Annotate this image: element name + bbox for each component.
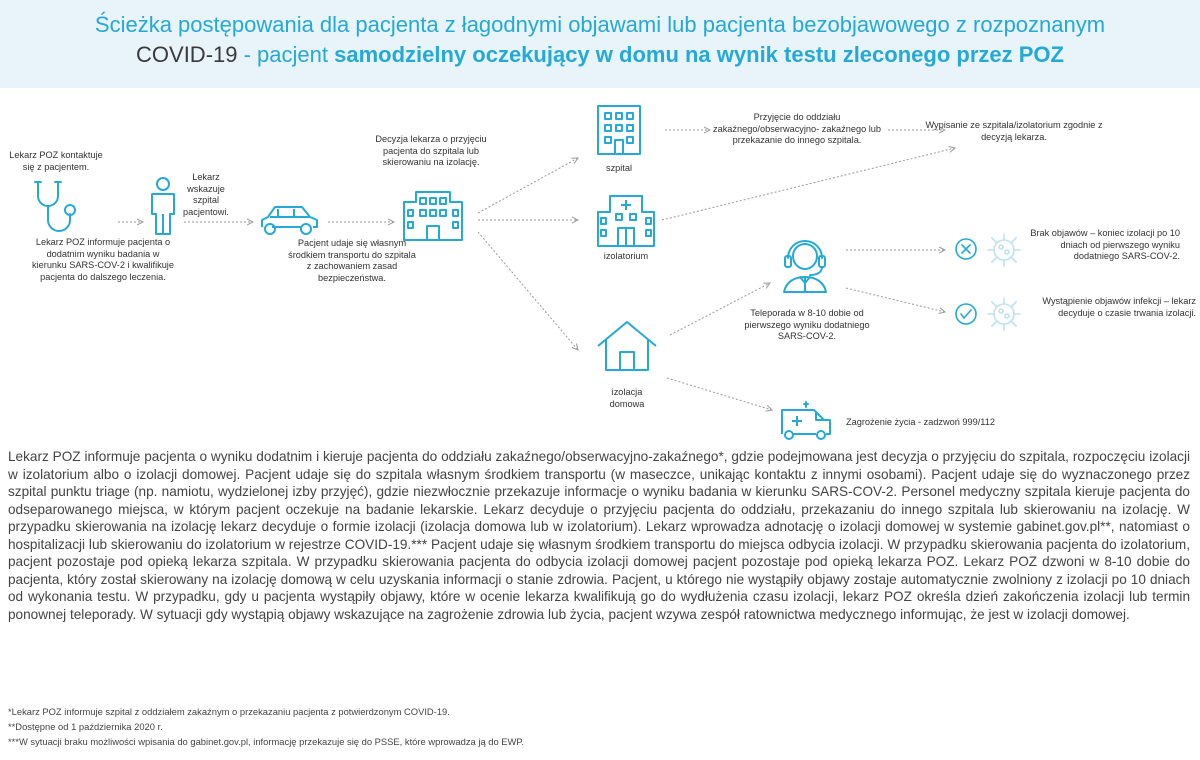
cross-circle-icon: [954, 237, 978, 261]
label-hospital: szpital: [605, 163, 633, 173]
arrow-home-ambulance: [667, 378, 772, 410]
footnote-1: *Lekarz POZ informuje szpital z oddziałem zakaźnym o przekazaniu pacjenta z potwierdzonym COVID-19.: [8, 706, 450, 717]
page-title-line1: Ścieżka postępowania dla pacjenta z łagodnymi objawami lub pacjenta bezobjawowego z rozpoznanym: [94, 12, 1106, 37]
isolatorium-icon: [596, 194, 656, 248]
hospital-icon: [596, 104, 642, 156]
home-icon: [596, 320, 658, 372]
hospital-building-icon: [402, 190, 464, 242]
label-emergency: Zagrożenie życia - zadzwoń 999/112: [846, 417, 995, 427]
label-admission: Przyjęcie do oddziału zakaźnego/obserwacyjno- zakaźnego lub przekazanie do innego szpitala.: [712, 112, 882, 145]
label-doctor-points: Lekarz wskazuje szpital pacjentowi.: [183, 172, 229, 217]
label-discharge: Wypisanie ze szpitala/izolatorium zgodnie z decyzją lekarza.: [925, 120, 1103, 142]
ambulance-icon: [780, 402, 832, 442]
stethoscope-icon: [30, 180, 90, 240]
person-icon: [148, 176, 178, 236]
label-doctor-informs: Lekarz POZ informuje pacjenta o dodatnim wyniku badania w kierunku SARS-COV-2 i kwalifikuje pacjenta do dalszego leczenia.: [32, 237, 174, 282]
virus-icon: [984, 230, 1024, 270]
label-symptoms: Wystąpienie objawów infekcji – lekarz decyduje o czasie trwania izolacji.: [1042, 296, 1196, 318]
label-doctor-contact: Lekarz POZ kontaktuje się z pacjentem.: [9, 150, 103, 172]
footnote-3: ***W sytuacji braku możliwości wpisania do gabinet.gov.pl, informację przekazuje się do PSSE, które wprowadza ją do EWP.: [8, 736, 525, 747]
arrow-izolatorium-discharge: [662, 148, 955, 220]
label-home-isolation: izolacja domowa: [609, 387, 645, 409]
label-teleconsult: Teleporada w 8-10 dobie od pierwszego wyniku dodatniego SARS-COV-2.: [744, 308, 870, 341]
teleconsult-icon: [780, 238, 830, 294]
footnote-2: **Dostępne od 1 października 2020 r.: [8, 721, 163, 732]
label-isolatorium: izolatorium: [603, 251, 649, 261]
title-bold: samodzielny oczekujący w domu na wynik testu zleconego przez POZ: [334, 42, 1064, 67]
check-circle-icon: [954, 302, 978, 326]
title-covid: COVID-19: [136, 42, 238, 67]
label-hospital-decision: Decyzja lekarza o przyjęciu pacjenta do szpitala lub skierowaniu na izolację.: [375, 134, 487, 167]
arrow-to-home: [478, 232, 578, 350]
virus-icon: [984, 294, 1024, 334]
car-icon: [258, 203, 322, 237]
title-patient: - pacjent: [237, 42, 335, 67]
label-no-symptoms: Brak objawów – koniec izolacji po 10 dniach od pierwszego wyniku dodatniego SARS-COV-2.: [1030, 228, 1180, 261]
description-text: Lekarz POZ informuje pacjenta o wyniku dodatnim i kieruje pacjenta do oddziału zakaźnego/obserwacyjno-zakaźnego*, gdzie podejmowana jest decyzja o przyjęciu do szpitala, rozpoczęciu izolacji w izolatorium albo o izolacji domowej. Pacjent udaje się do szpitala własnym środkiem transportu (w maseczce, unikając kontaktu z innymi osobami). Pacjent udaje się do wyznaczonego przez szpital punktu triage (np. namiotu, wydzielonej izby przyjęć), gdzie niezwłocznie przekazuje informacje o wyniku badania w kierunku SARS-COV-2. Personel medyczny szpitala kieruje pacjenta do odseparowanego miejsca, w którym pacjent oczekuje na badanie lekarskie. Lekarz decyduje o przyjęciu pacjenta do oddziału, przekazaniu do innego szpitala lub skierowaniu na izolację. W przypadku skierowania na izolację lekarz decyduje o formie izolacji (izolacja domowa lub w izolatorium). Lekarz wprowadza adnotację o izolacji domowej w systemie gabinet.gov.pl**, natomiast o hospitalizacji lub skierowaniu do izolatorium w rejestrze COVID-19.*** Pacjent udaje się własnym środkiem transportu do miejsca odbycia izolacji. W przypadku skierowania pacjenta do izolatorium, pacjent pozostaje pod opieką lekarza szpitala. W przypadku skierowania pacjenta do odbycia izolacji domowej pacjent pozostaje pod opieką lekarza POZ. Lekarz POZ dzwoni w 8-10 dobie do pacjenta, który został skierowany na izolację domową w celu uzyskania informacji o stanie zdrowia. Pacjent, u którego nie wystąpiły objawy zostaje automatycznie zwolniony z izolacji po 10 dniach od wykonania testu. W przypadku, gdy u pacjenta wystąpiły objawy, które w ocenie lekarza kwalifikują go do wydłużenia czasu izolacji, lekarz POZ określa dzień zakończenia izolacji lub termin ponownej teleporady. W sytuacji gdy wystąpią objawy wskazujące na zagrożenie zdrowia lub życia, pacjent wzywa zespół ratownictwa medycznego informując, że jest w izolacji domowej.: [8, 449, 1190, 622]
footnotes: [8, 704, 1190, 749]
label-patient-transport: Pacjent udaje się własnym środkiem transportu do szpitala z zachowaniem zasad bezpieczeństwa.: [288, 238, 416, 283]
